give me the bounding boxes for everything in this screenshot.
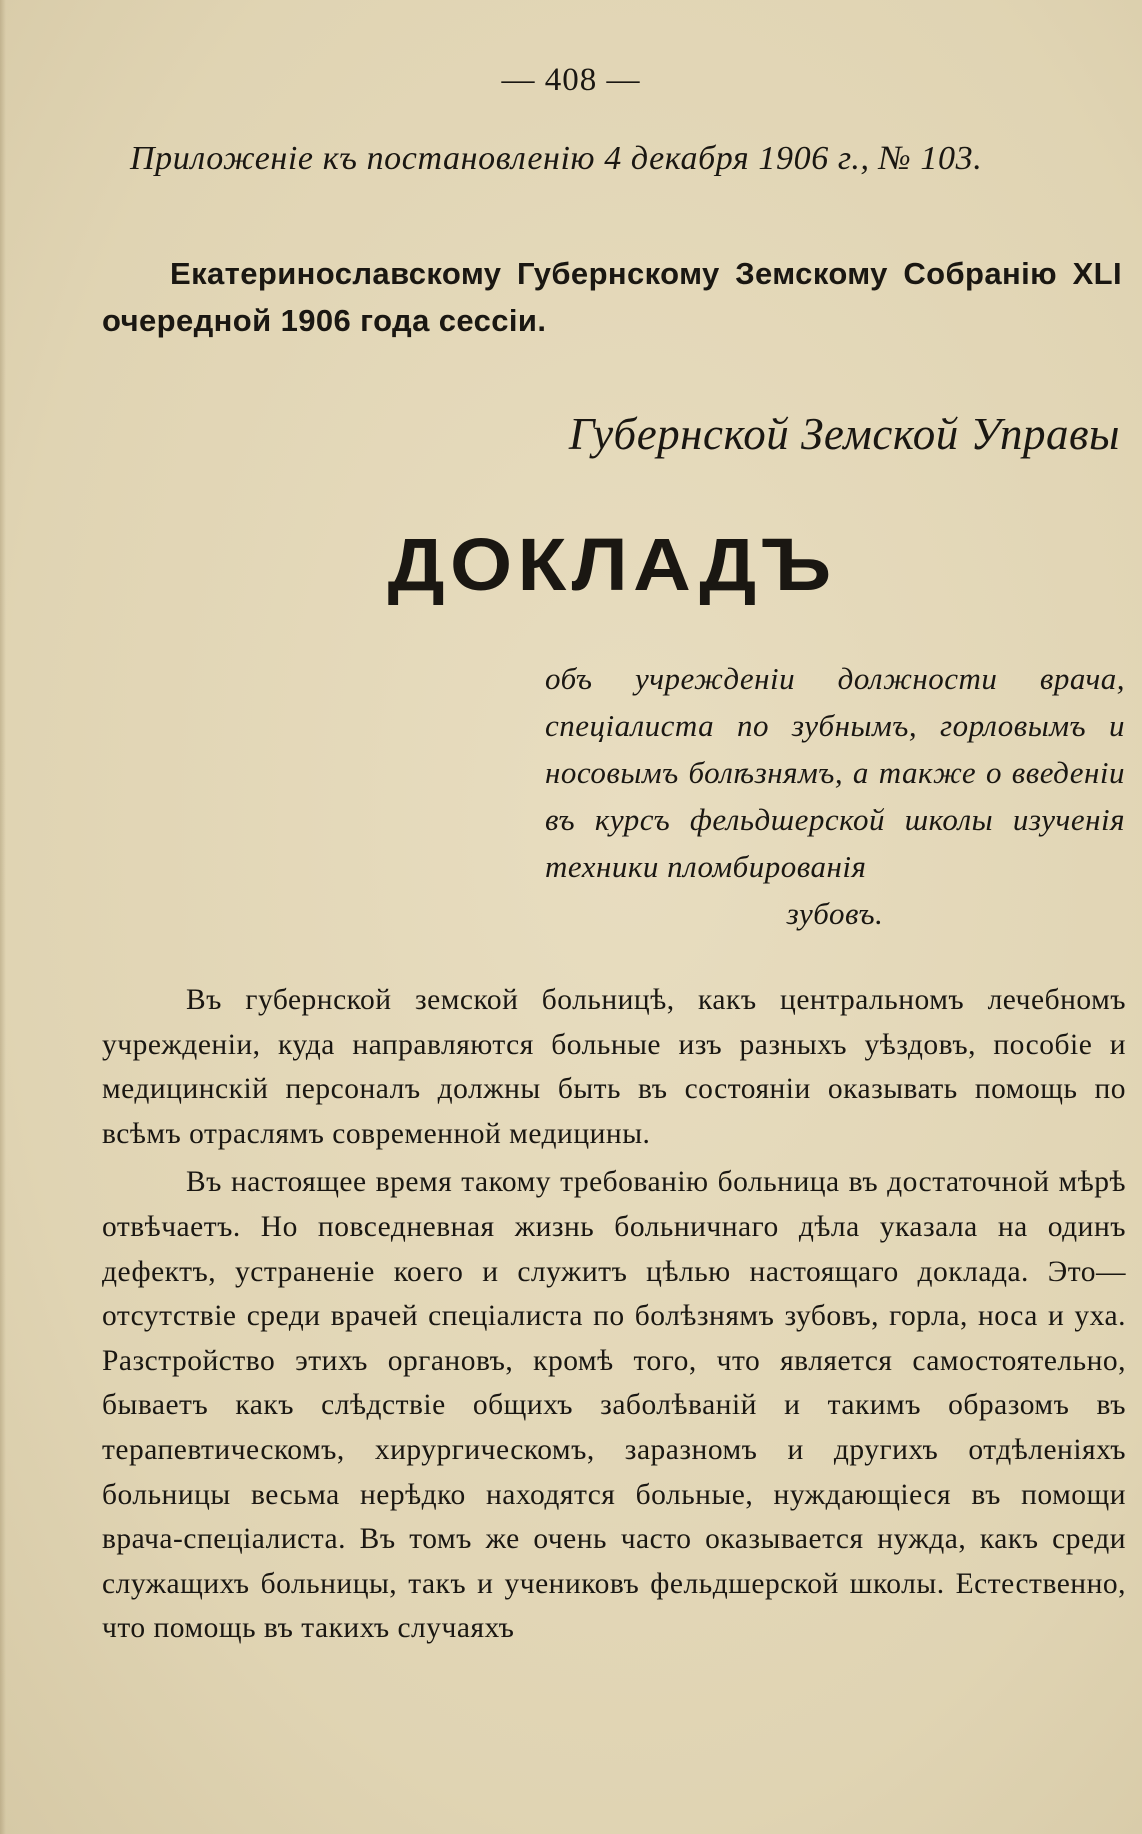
page-fold-shadow	[0, 0, 6, 1834]
body-text	[102, 978, 1126, 1651]
report-subject-last-line: зубовъ.	[786, 896, 884, 931]
report-subject-text: объ учрежденiи должности врача, спецiалиста по зубнымъ, горловымъ и носовымъ болѣзнямъ, а также о введенiи въ курсъ фельдшерской школы изученiя техники пломбированiя	[545, 661, 1125, 884]
report-subject	[545, 655, 1125, 937]
body-paragraph-2: Въ настоящее время такому требованiю больница въ достаточной мѣрѣ отвѣчаетъ. Но повседневная жизнь больничнаго дѣла указала на одинъ дефектъ, устраненiе коего и служитъ цѣлью настоящаго доклада. Это—отсутствiе среди врачей спецiалиста по болѣзнямъ зубовъ, горла, носа и уха. Разстройство этихъ органовъ, кромѣ того, что является самостоятельно, бываетъ какъ слѣдствiе общихъ заболѣванiй и такимъ образомъ въ терапевтическомъ, хирургическомъ, заразномъ и другихъ отдѣленiяхъ больницы весьма нерѣдко находятся больные, нуждающiеся въ помощи врача-спецiалиста. Въ томъ же очень часто оказывается нужда, какъ среди служащихъ больницы, такъ и учениковъ фельдшерской школы. Естественно, что помощь въ такихъ случаяхъ	[102, 1166, 1126, 1645]
body-paragraph-1: Въ губернской земской больницѣ, какъ центральномъ лечебномъ учрежденiи, куда направляются больные изъ разныхъ уѣздовъ, пособiе и медицинскiй персоналъ должны быть въ состоянiи оказывать помощь по всѣмъ отраслямъ современной медицины.	[102, 984, 1126, 1150]
document-title: ДОКЛАДЪ	[387, 523, 837, 606]
page-number: — 408 —	[501, 62, 641, 98]
board-heading: Губернской Земской Управы	[568, 409, 1120, 459]
addressee-heading: Екатеринославскому Губернскому Земскому Собранiю XLI очередной 1906 года сессiи.	[102, 256, 1122, 338]
appendix-line: Приложенiе къ постановленiю 4 декабря 1906 г., № 103.	[130, 140, 983, 177]
